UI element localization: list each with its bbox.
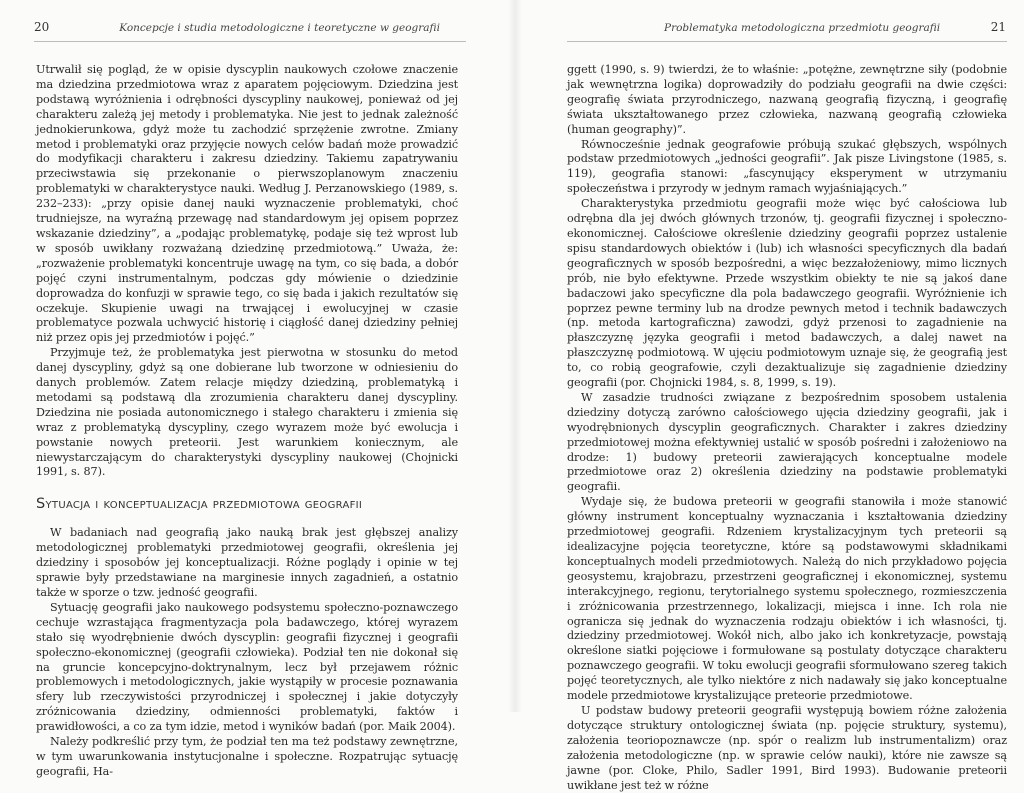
- paragraph: Sytuację geografii jako naukowego podsystemu społeczno-poznawczego cechuje wzrastająca fragmentyzacja pola badawczego, której wyrazem stało się wyodrębnienie dwóch dyscyplin: geografii fizycznej i geografii społeczno-ekonomicznej (geografii człowieka). Podział ten nie dokonał się na gruncie koncepcyjno-doktrynalnym, lecz był przejawem różnic problemowych i metodologicznych, jakie wystąpiły w procesie poznawania sfery lub rzeczywistości przyrodniczej i społecznej i jakie dotyczyły zróżnicowania dziedziny, odmienności problematyki, faktów i prawidłowości, a co za tym idzie, metod i wyników badań (por. Maik 2004).: [36, 600, 458, 734]
- paragraph: Należy podkreślić przy tym, że podział ten ma też podstawy zewnętrzne, w tym uwarunkowania instytucjonalne i społeczne. Rozpatrując sytuację geografii, Ha-: [36, 735, 458, 778]
- left-page-header: [34, 20, 474, 38]
- paragraph: W zasadzie trudności związane z bezpośrednim sposobem ustalenia dziedziny dotyczą zarówno całościowego ujęcia dziedziny geografii, jak i wyodrębnionych dyscyplin geograficznych. Charakter i zakres dziedziny przedmiotowej można efektywniej ustalić w sposób pośredni i założeniowo na drodze: 1) budowy preteorii zawierających konceptualne modele przedmiotowe oraz 2) określenia dziedziny na podstawie problematyki geografii.: [567, 390, 1007, 494]
- paragraph: ggett (1990, s. 9) twierdzi, że to właśnie: „potężne, zewnętrzne siły (podobnie jak wewnętrzna logika) doprowadziły do podziału geografii na dwie części: geografię świata przyrodniczego, nazwaną geografią fizyczną, i geografię świata ukształtowanego przez człowieka, nazwaną geografią człowieka (human geography)”.: [567, 63, 1007, 136]
- left-header-rule: [34, 41, 466, 42]
- left-page-number: 20: [34, 20, 50, 34]
- paragraph: Charakterystyka przedmiotu geografii może więc być całościowa lub odrębna dla jej dwóch głównych trzonów, tj. geografii fizycznej i społeczno-ekonomicznej. Całościowe określenie dziedziny geografii poprzez ustalenie spisu standardowych obiektów i (lub) ich własności specyficznych dla badań geograficznych w sposób bezpośredni, a więc bezzałożeniowy, mimo licznych prób, nie było efektywne. Przede wszystkim obiekty te nie są jakoś dane badaczowi jako specyficzne dla pola badawczego geografii. Wyróżnienie ich poprzez pewne terminy lub na drodze pewnych metod i technik badawczych (np. metoda kartograficzna) zawodzi, gdyż przenosi to zagadnienie na płaszczyznę języka geografii i metod badawczych, a dalej nawet na płaszczyznę podmiotową. W ujęciu podmiotowym uznaje się, że geografią jest to, co robią geografowie, czyli dezaktualizuje się zagadnienie dziedziny geografii (por. Chojnicki 1984, s. 8, 1999, s. 19).: [567, 197, 1007, 390]
- paragraph: Przyjmuje też, że problematyka jest pierwotna w stosunku do metod danej dyscypliny, gdyż są one dobierane lub tworzone w odniesieniu do danych problemów. Zatem relacje między dziedziną, problematyką i metodami są podstawą dla zrozumienia charakteru danej dyscypliny. Dziedzina nie posiada autonomicznego i stałego charakteru i zmienia się wraz z problematyką dyscypliny, czego wyrazem może być ewolucja i powstanie nowych preteorii. Jest warunkiem koniecznym, ale niewystarczającym do charakterystyki dyscypliny naukowej (Chojnicki 1991, s. 87).: [36, 346, 458, 479]
- right-page-header: [664, 20, 1006, 38]
- right-page: [516, 0, 1024, 792]
- left-page: [0, 0, 510, 778]
- left-page-body: [36, 63, 458, 780]
- right-running-head: Problematyka metodologiczna przedmiotu geografii: [664, 22, 941, 34]
- section-heading: Sytuacja i konceptualizacja przedmiotowa geografii: [36, 496, 363, 513]
- right-header-rule: [567, 41, 1007, 42]
- paragraph: W badaniach nad geografią jako nauką brak jest głębszej analizy metodologicznej problematyki przedmiotowej geografii, określenia jej dziedziny i sposobów jej konceptualizacji. Różne poglądy i opinie w tej sprawie były przedstawiane na marginesie innych zagadnień, a ostatnio także w sporze o tzw. jedność geografii.: [36, 526, 458, 599]
- paragraph: Utrwalił się pogląd, że w opisie dyscyplin naukowych czołowe znaczenie ma dziedzina przedmiotowa wraz z aparatem pojęciowym. Dziedzina jest podstawą wyróżnienia i odrębności dyscypliny naukowej, ponieważ od jej charakteru zależą jej metody i problematyka. Nie jest to jednak zależność jednokierunkowa, gdyż może tu zachodzić sprzężenie zwrotne. Zmiany metod i problematyki oraz przyjęcie nowych celów badań może prowadzić do modyfikacji charakteru i zakresu dziedziny. Takiemu zapatrywaniu przeciwstawia się przekonanie o pierwszoplanowym znaczeniu problematyki w charakterystyce nauki. Według J. Perzanowskiego (1989, s. 232–233): „przy opisie danej nauki wyznaczenie problematyki, choć trudniejsze, na wyraźną przewagę nad standardowym jej opisem poprzez wskazanie dziedziny”, a „podając problematykę, podaje się też wprost lub w sposób uwikłany rozważaną dziedzinę przedmiotową.” Uważa, że: „rozważenie problematyki koncentruje uwagę na tym, co się bada, a dobór pojęć czyni instrumentalnym, podczas gdy mówienie o dziedzinie doprowadza do konfuzji w sprawie tego, co się bada i jakich rezultatów się oczekuje. Skupienie uwagi na trwającej i ewolucyjnej w czasie problematyce pozwala uchwycić historię i ciągłość danej dziedziny pełniej niż przez opis jej przedmiotów i pojęć.”: [36, 63, 458, 345]
- right-page-body: [567, 63, 1007, 793]
- left-running-head: Koncepcje i studia metodologiczne i teoretyczne w geografii: [119, 22, 440, 34]
- paragraph: Równocześnie jednak geografowie próbują szukać głębszych, wspólnych podstaw przedmiotowych „jedności geografii”. Jak pisze Livingstone (1985, s. 119), geografia stanowi: „fascynujący eksperyment w utrzymaniu społeczeństwa i przyrody w jednym ramach wyjaśniających.”: [567, 137, 1007, 196]
- paragraph: Wydaje się, że budowa preteorii w geografii stanowiła i może stanowić główny instrument konceptualny wyznaczania i kształtowania dziedziny przedmiotowej geografii. Rdzeniem krystalizacyjnym tych preteorii są idealizacyjne pojęcia teoretyczne, które są podstawowymi składnikami konceptualnych modeli przedmiotowych. Należą do nich przykładowo pojęcia geosystemu, krajobrazu, przestrzeni geograficznej i ekonomicznej, systemu interakcyjnego, regionu, terytorialnego systemu społecznego, rozmieszczenia i zróżnicowania przestrzennego, lokalizacji, miejsca i inne. Ich rola nie ogranicza się jednak do wyznaczenia rodzaju obiektów i ich własności, tj. dziedziny przedmiotowej. Wokół nich, albo jako ich konkretyzacje, powstają określone siatki pojęciowe i formułowane są postulaty dotyczące charakteru poznawczego geografii. W toku ewolucji geografii sformułowano szereg takich pojęć teoretycznych, ale tylko niektóre z nich nadawały się jako konceptualne modele przedmiotowe krystalizujące preteorie przedmiotowe.: [567, 495, 1007, 703]
- right-page-number: 21: [990, 20, 1006, 34]
- paragraph: U podstaw budowy preteorii geografii występują bowiem różne założenia dotyczące struktury ontologicznej świata (np. pojęcie struktury, systemu), założenia teoriopoznawcze (np. spór o realizm lub instrumentalizm) oraz założenia metodologiczne (np. w sprawie celów nauki), które nie zawsze są jawne (por. Cloke, Philo, Sadler 1991, Bird 1993). Budowanie preteorii uwikłane jest też w różne: [567, 703, 1007, 792]
